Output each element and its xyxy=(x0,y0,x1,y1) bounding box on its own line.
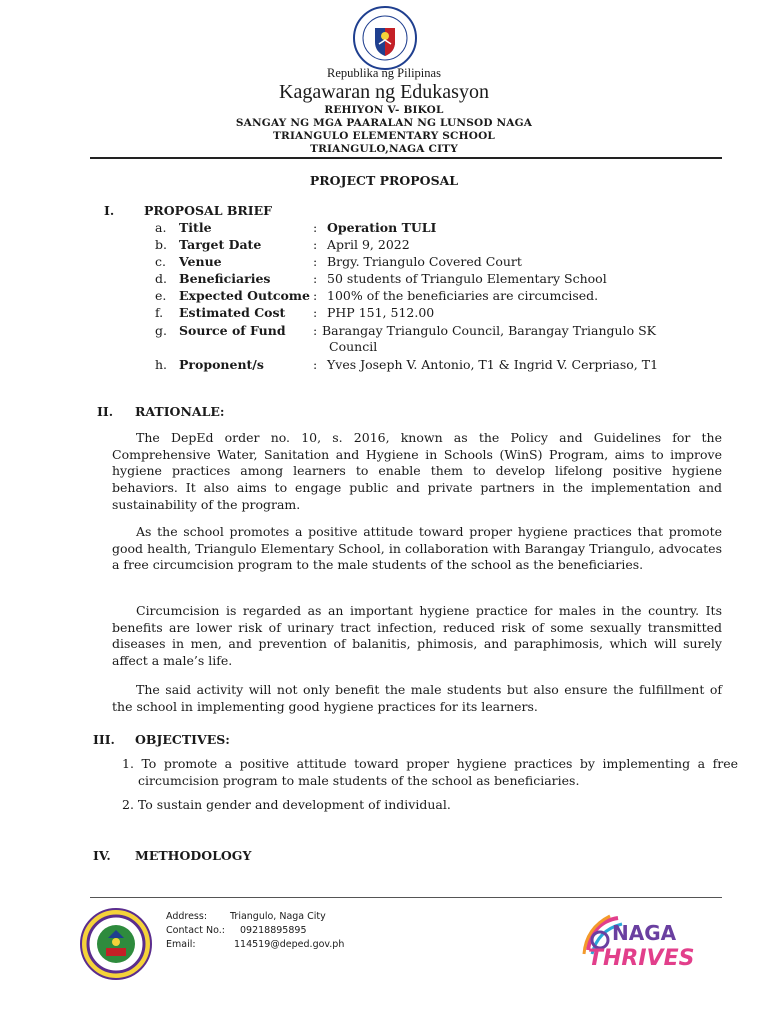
rationale-paragraph: Circumcision is regarded as an important hygiene practice for males in the country. Its benefits are lower risk of urinary tract infection, reduced risk of some sexually transmitted diseases in men, and prevention of balanitis, phimosis, and paraphimosis, which will surely affect a male’s life. xyxy=(112,603,722,669)
brief-value: Yves Joseph V. Antonio, T1 & Ingrid V. Cerpriaso, T1 xyxy=(327,357,659,372)
section-number: I. xyxy=(104,203,115,218)
svg-text:THRIVES: THRIVES xyxy=(588,946,695,971)
brief-colon: : xyxy=(313,220,318,235)
brief-value: Barangay Triangulo Council, Barangay Triangulo SK xyxy=(322,323,656,338)
brief-letter: a. xyxy=(155,220,167,235)
header-region: REHIYON V- BIKOL xyxy=(324,104,444,116)
header-republic: Republika ng Pilipinas xyxy=(327,66,441,80)
naga-thrives-logo-icon xyxy=(578,910,698,972)
brief-colon: : xyxy=(313,305,318,320)
section-label: OBJECTIVES: xyxy=(135,732,230,747)
document-title: PROJECT PROPOSAL xyxy=(309,173,459,188)
brief-letter: g. xyxy=(155,323,167,338)
header-school: TRIANGULO ELEMENTARY SCHOOL xyxy=(273,130,495,142)
brief-letter: c. xyxy=(155,254,166,269)
brief-colon: : xyxy=(313,271,318,286)
footer-email: 114519@deped.gov.ph xyxy=(234,939,345,950)
objective-item: 1. To promote a positive attitude toward proper hygiene practices by implementing a free circumcision program to male students of the school as beneficiaries. xyxy=(122,756,738,788)
footer-contact-number: 09218895895 xyxy=(240,925,307,936)
svg-text:NAGA: NAGA xyxy=(612,921,677,945)
header-city: TRIANGULO,NAGA CITY xyxy=(310,143,458,155)
header-department: Kagawaran ng Edukasyon xyxy=(279,81,489,103)
brief-value: PHP 151, 512.00 xyxy=(327,305,435,320)
brief-key: Target Date xyxy=(179,237,262,252)
brief-value: 100% of the beneficiaries are circumcised. xyxy=(327,288,599,303)
brief-colon: : xyxy=(313,237,318,252)
brief-value-continued: Council xyxy=(329,339,378,354)
footer-address-label: Address: xyxy=(166,911,208,922)
rationale-paragraph: The DepEd order no. 10, s. 2016, known as the Policy and Guidelines for the Comprehensive Water, Sanitation and Hygiene in Schools (WinS) Program, aims to improve hygiene practices among learners to enable them to develop lifelong positive hygiene behaviors. It also aims to engage public and private partners in the implementation and sustainability of the program. xyxy=(112,430,722,512)
header-division: SANGAY NG MGA PAARALAN NG LUNSOD NAGA xyxy=(235,117,533,129)
brief-letter: d. xyxy=(155,271,167,286)
brief-key: Beneficiaries xyxy=(179,271,271,286)
brief-value: Brgy. Triangulo Covered Court xyxy=(327,254,522,269)
brief-colon: : xyxy=(313,357,318,372)
footer-address: Triangulo, Naga City xyxy=(230,911,326,922)
brief-key: Estimated Cost xyxy=(179,305,286,320)
brief-key: Expected Outcome xyxy=(179,288,310,303)
brief-value: April 9, 2022 xyxy=(327,237,410,252)
section-label: RATIONALE: xyxy=(135,404,225,419)
brief-letter: e. xyxy=(155,288,167,303)
section-number: II. xyxy=(97,404,114,419)
footer-divider xyxy=(90,897,722,898)
brief-key: Title xyxy=(179,220,212,235)
brief-colon: : xyxy=(313,323,318,338)
school-logo-icon xyxy=(80,908,152,980)
deped-seal-icon xyxy=(353,6,417,70)
brief-value: Operation TULI xyxy=(327,220,437,235)
section-label: METHODOLOGY xyxy=(135,848,252,863)
brief-letter: h. xyxy=(155,357,168,372)
footer-email-label: Email: xyxy=(166,939,196,950)
footer-contact-label: Contact No.: xyxy=(166,925,225,936)
section-number: IV. xyxy=(93,848,111,863)
brief-letter: b. xyxy=(155,237,167,252)
brief-value: 50 students of Triangulo Elementary School xyxy=(327,271,607,286)
rationale-paragraph: As the school promotes a positive attitude toward proper hygiene practices that promote good health, Triangulo Elementary School, in collaboration with Barangay Triangulo, advocates a free circumcision program to the male students of the school as the beneficiaries. xyxy=(112,524,722,573)
brief-colon: : xyxy=(313,254,318,269)
brief-key: Source of Fund xyxy=(179,323,286,338)
section-label: PROPOSAL BRIEF xyxy=(144,203,273,218)
brief-colon: : xyxy=(313,288,318,303)
brief-key: Venue xyxy=(179,254,222,269)
brief-key: Proponent/s xyxy=(179,357,264,372)
rationale-paragraph: The said activity will not only benefit the male students but also ensure the fulfillment of the school in implementing good hygiene practices for its learners. xyxy=(112,682,722,714)
section-number: III. xyxy=(93,732,115,747)
header-divider xyxy=(90,157,722,159)
objective-item: 2. To sustain gender and development of individual. xyxy=(122,797,451,812)
brief-letter: f. xyxy=(155,305,164,320)
